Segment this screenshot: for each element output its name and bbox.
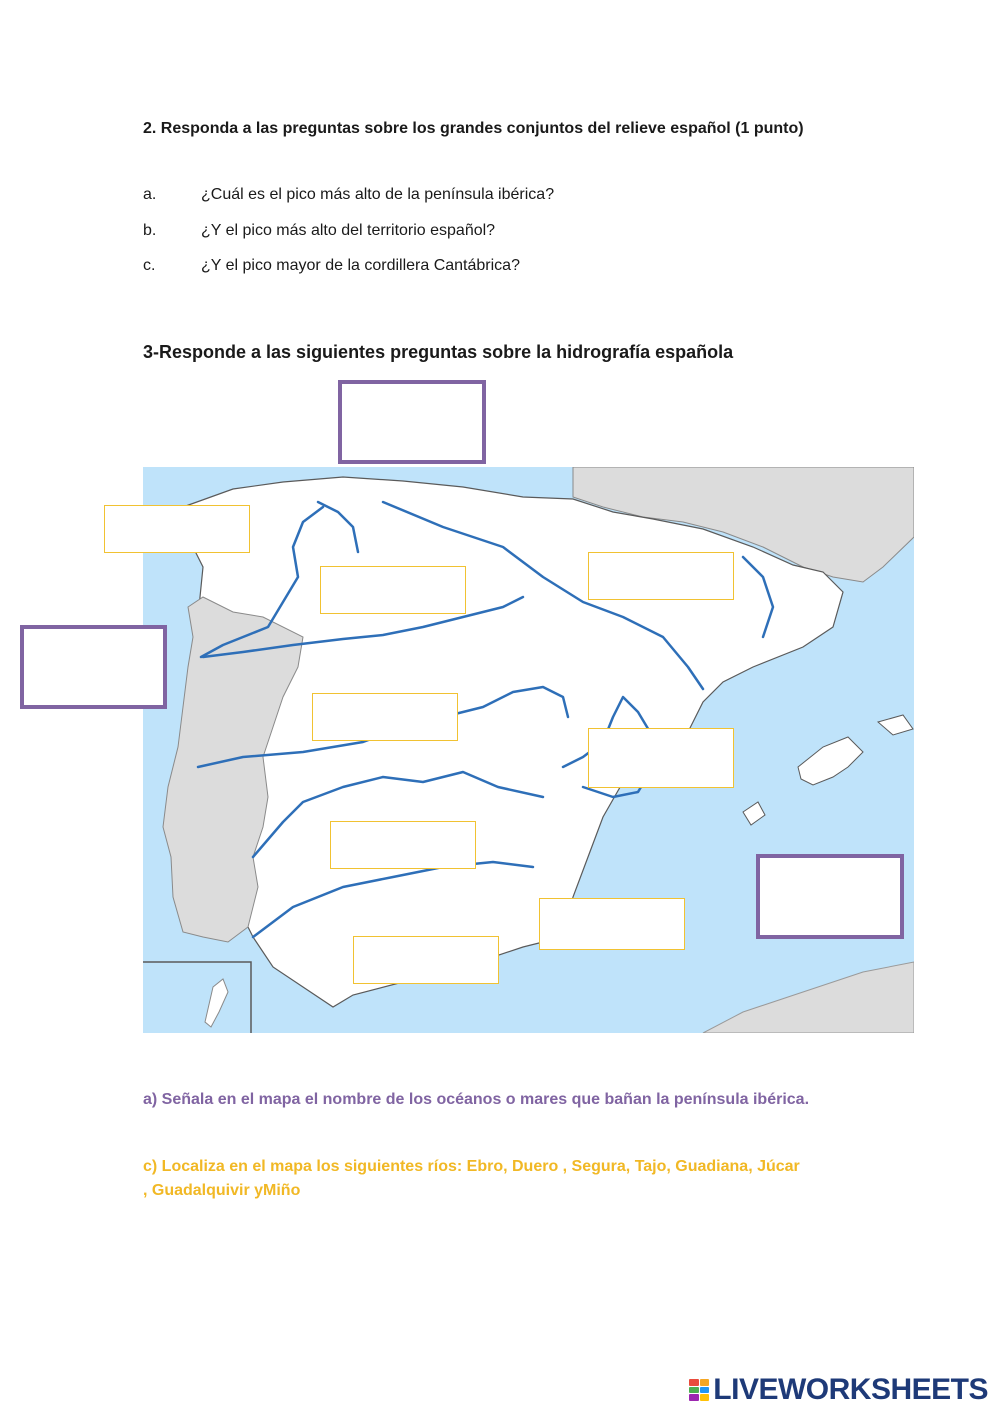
sea-answer-box-east[interactable] — [756, 854, 904, 939]
question-letter: a. — [143, 186, 157, 203]
logo-icon — [689, 1379, 709, 1401]
river-answer-box-5[interactable] — [588, 728, 734, 788]
river-answer-box-8[interactable] — [353, 936, 499, 984]
question-text: ¿Y el pico más alto del territorio español? — [201, 222, 496, 239]
river-answer-box-7[interactable] — [539, 898, 685, 950]
instruction-c-line-1: c) Localiza en el mapa los siguientes ríos: Ebro, Duero , Segura, Tajo, Guadiana, Júcar — [143, 1158, 800, 1175]
instruction-c — [143, 1155, 843, 1203]
question-letter: c. — [143, 257, 156, 274]
instruction-a: a) Señala en el mapa el nombre de los océanos o mares que bañan la península ibérica. — [143, 1091, 810, 1108]
river-answer-box-3[interactable] — [588, 552, 734, 600]
question-text: ¿Cuál es el pico más alto de la península ibérica? — [201, 186, 555, 203]
question-item-a — [143, 186, 554, 204]
question-item-c — [143, 257, 520, 275]
liveworksheets-logo — [689, 1374, 988, 1406]
question-3-title: 3-Responde a las siguientes preguntas sobre la hidrografía española — [143, 342, 734, 362]
question-letter: b. — [143, 222, 157, 239]
river-answer-box-1[interactable] — [104, 505, 250, 553]
river-answer-box-6[interactable] — [330, 821, 476, 869]
river-answer-box-4[interactable] — [312, 693, 458, 741]
instruction-c-line-2: , Guadalquivir yMiño — [143, 1182, 301, 1199]
question-item-b — [143, 222, 495, 240]
question-text: ¿Y el pico mayor de la cordillera Cantábrica? — [201, 257, 520, 274]
sea-answer-box-west[interactable] — [20, 625, 167, 709]
logo-text: LIVEWORKSHEETS — [713, 1373, 988, 1406]
sea-answer-box-north[interactable] — [338, 380, 486, 464]
river-answer-box-2[interactable] — [320, 566, 466, 614]
iberian-peninsula-map — [143, 467, 914, 1033]
question-2-title: 2. Responda a las preguntas sobre los grandes conjuntos del relieve español (1 punto) — [143, 120, 804, 137]
